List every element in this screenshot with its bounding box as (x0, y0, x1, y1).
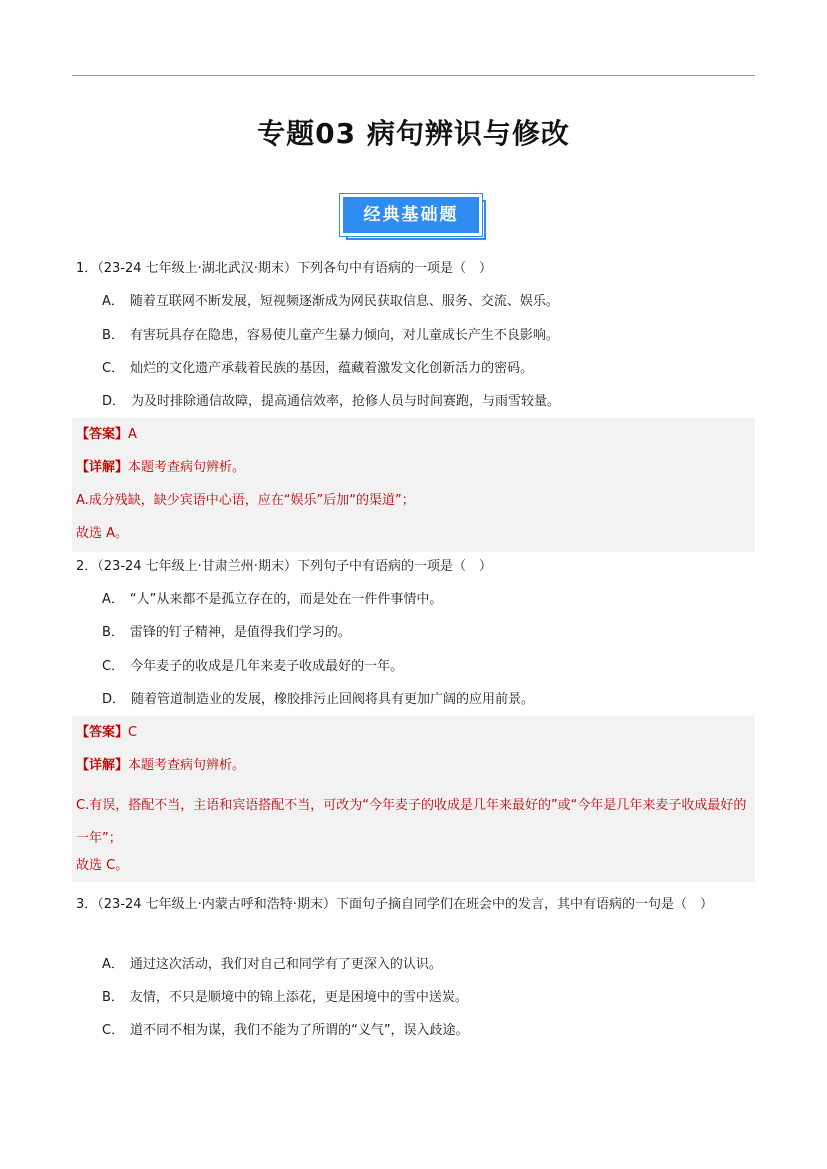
question-3-stem: 3．（23-24 七年级上·内蒙古呼和浩特·期末）下面句子摘自同学们在班会中的发言，其中有语病的一句是（ ） (76, 897, 713, 912)
question-1-detail: 【详解】本题考查病句辨析。 (76, 460, 246, 475)
question-1-stem: 1．（23-24 七年级上·湖北武汉·期末）下列各句中有语病的一项是（ ） (76, 261, 492, 276)
question-2-explanation: C.有误，搭配不当，主语和宾语搭配不当，可改为“今年麦子的收成是几年来最好的”或“今年是几年来麦子收成最好的一年”； (76, 798, 747, 846)
question-2-option-a: A． “人”从来都不是孤立存在的，而是处在一件件事情中。 (102, 592, 443, 607)
question-2-detail: 【详解】本题考查病句辨析。 (76, 758, 246, 773)
question-1-answer: 【答案】A (76, 427, 137, 442)
question-2-option-b: B． 雷锋的钉子精神，是值得我们学习的。 (102, 625, 351, 640)
question-3-option-a: A． 通过这次活动，我们对自己和同学有了更深入的认识。 (102, 957, 442, 972)
question-1-conclusion: 故选 A。 (76, 526, 129, 541)
question-2-stem: 2．（23-24 七年级上·甘肃兰州·期末）下列句子中有语病的一项是（ ） (76, 559, 492, 574)
question-1-option-b: B． 有害玩具存在隐患，容易使儿童产生暴力倾向，对儿童成长产生不良影响。 (102, 328, 559, 343)
question-1-explanation: A.成分残缺，缺少宾语中心语，应在“娱乐”后加“的渠道”； (76, 493, 415, 508)
question-2-option-c: C． 今年麦子的收成是几年来麦子收成最好的一年。 (102, 659, 404, 674)
question-2-conclusion: 故选 C。 (76, 858, 129, 873)
question-1-option-d: D． 为及时排除通信故障，提高通信效率，抢修人员与时间赛跑，与雨雪较量。 (102, 394, 561, 409)
question-1-option-a: A． 随着互联网不断发展，短视频逐渐成为网民获取信息、服务、交流、娱乐。 (102, 294, 559, 309)
question-3-option-b: B． 友情，不只是顺境中的锦上添花，更是困境中的雪中送炭。 (102, 990, 468, 1005)
question-3-option-c: C． 道不同不相为谋，我们不能为了所谓的“义气”，误入歧途。 (102, 1023, 469, 1038)
section-badge (340, 194, 490, 244)
header-rule (72, 75, 755, 76)
question-1-option-c: C． 灿烂的文化遗产承载着民族的基因，蕴藏着激发文化创新活力的密码。 (102, 361, 534, 376)
question-1-answer-box (72, 418, 755, 552)
badge-label: 经典基础题 (340, 194, 482, 236)
question-2-answer: 【答案】C (76, 725, 138, 740)
question-2-option-d: D． 随着管道制造业的发展，橡胶排污止回阀将具有更加广阔的应用前景。 (102, 692, 535, 707)
page-title: 专题03 病句辨识与修改 (257, 117, 570, 150)
